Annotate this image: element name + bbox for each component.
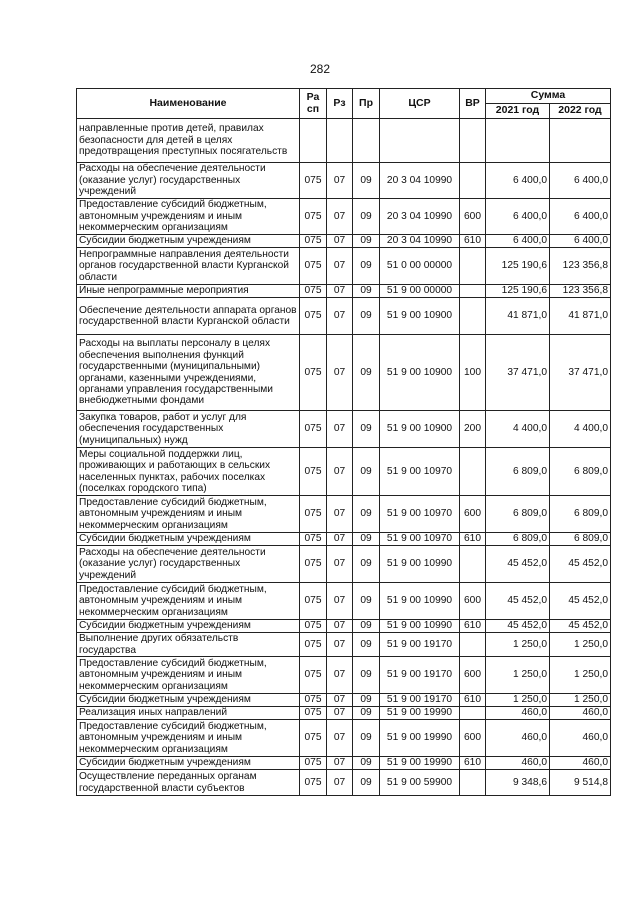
row-sum-2021: 125 190,6: [486, 285, 550, 298]
row-sum-2022: 37 471,0: [550, 335, 611, 411]
row-vr: 610: [460, 620, 486, 633]
table-row: [77, 235, 611, 248]
row-csr: 51 9 00 59900: [380, 770, 460, 796]
row-sum-2021: 460,0: [486, 707, 550, 720]
row-vr: [460, 119, 486, 163]
row-csr: 20 3 04 10990: [380, 235, 460, 248]
row-sum-2021: 4 400,0: [486, 411, 550, 448]
row-name: Расходы на обеспечение деятельности (оказание услуг) государственных учреждений: [77, 163, 300, 199]
row-csr: [380, 119, 460, 163]
table-row: [77, 248, 611, 285]
row-sum-2021: 45 452,0: [486, 583, 550, 620]
row-rasp: 075: [300, 496, 327, 533]
table-row: [77, 633, 611, 657]
row-name: Осуществление переданных органам государственной власти субъектов: [77, 770, 300, 796]
row-sum-2022: 6 400,0: [550, 163, 611, 199]
header-rasp: Ра сп: [300, 89, 327, 119]
row-csr: 51 9 00 10990: [380, 583, 460, 620]
header-2021: 2021 год: [486, 104, 550, 119]
row-sum-2021: 460,0: [486, 757, 550, 770]
row-rz: 07: [327, 199, 353, 235]
row-pr: 09: [353, 633, 380, 657]
row-vr: [460, 546, 486, 583]
row-name: Предоставление субсидий бюджетным, автономным учреждениям и иным некоммерческим организациям: [77, 199, 300, 235]
row-vr: [460, 448, 486, 496]
row-pr: 09: [353, 248, 380, 285]
row-name: Непрограммные направления деятельности органов государственной власти Курганской области: [77, 248, 300, 285]
row-sum-2022: 6 400,0: [550, 235, 611, 248]
row-name: Предоставление субсидий бюджетным, автономным учреждениям и иным некоммерческим организациям: [77, 583, 300, 620]
row-sum-2022: 45 452,0: [550, 583, 611, 620]
row-csr: 51 9 00 10900: [380, 298, 460, 335]
budget-table: [76, 88, 611, 796]
row-rasp: 075: [300, 199, 327, 235]
row-pr: 09: [353, 533, 380, 546]
table-row: [77, 757, 611, 770]
row-rasp: 075: [300, 657, 327, 694]
row-sum-2021: 41 871,0: [486, 298, 550, 335]
row-rz: 07: [327, 546, 353, 583]
row-rz: 07: [327, 583, 353, 620]
row-sum-2021: 1 250,0: [486, 633, 550, 657]
row-vr: [460, 298, 486, 335]
row-sum-2022: 6 400,0: [550, 199, 611, 235]
table-row: [77, 707, 611, 720]
row-name: Реализация иных направлений: [77, 707, 300, 720]
row-sum-2022: [550, 119, 611, 163]
row-pr: 09: [353, 335, 380, 411]
table-row: [77, 298, 611, 335]
row-csr: 51 9 00 00000: [380, 285, 460, 298]
row-sum-2021: 45 452,0: [486, 620, 550, 633]
row-csr: 51 9 00 19990: [380, 707, 460, 720]
row-name: Субсидии бюджетным учреждениям: [77, 533, 300, 546]
row-sum-2021: 6 400,0: [486, 163, 550, 199]
row-sum-2021: 45 452,0: [486, 546, 550, 583]
row-rz: [327, 119, 353, 163]
page-number: 282: [309, 62, 331, 76]
row-pr: 09: [353, 285, 380, 298]
row-sum-2021: 9 348,6: [486, 770, 550, 796]
row-csr: 51 9 00 10970: [380, 448, 460, 496]
row-name: Выполнение других обязательств государства: [77, 633, 300, 657]
row-csr: 20 3 04 10990: [380, 199, 460, 235]
table-row: [77, 199, 611, 235]
row-pr: 09: [353, 163, 380, 199]
row-name: направленные против детей, правилах безопасности для детей в целях предотвращения преступных посягательств: [77, 119, 300, 163]
row-rz: 07: [327, 235, 353, 248]
table-row: [77, 533, 611, 546]
row-rz: 07: [327, 533, 353, 546]
row-sum-2021: 460,0: [486, 720, 550, 757]
row-sum-2022: 1 250,0: [550, 657, 611, 694]
row-rz: 07: [327, 757, 353, 770]
row-rasp: 075: [300, 163, 327, 199]
table-row: [77, 546, 611, 583]
row-rasp: 075: [300, 707, 327, 720]
table-row: [77, 411, 611, 448]
row-pr: 09: [353, 707, 380, 720]
row-csr: 51 9 00 19170: [380, 694, 460, 707]
row-rz: 07: [327, 496, 353, 533]
row-vr: [460, 163, 486, 199]
row-csr: 51 0 00 00000: [380, 248, 460, 285]
row-rz: 07: [327, 248, 353, 285]
row-csr: 51 9 00 19990: [380, 757, 460, 770]
row-csr: 51 9 00 19170: [380, 633, 460, 657]
row-name: Субсидии бюджетным учреждениям: [77, 757, 300, 770]
row-sum-2021: 1 250,0: [486, 657, 550, 694]
table-row: [77, 770, 611, 796]
table-row: [77, 657, 611, 694]
row-pr: 09: [353, 199, 380, 235]
row-sum-2022: 45 452,0: [550, 546, 611, 583]
row-name: Субсидии бюджетным учреждениям: [77, 235, 300, 248]
row-csr: 51 9 00 10990: [380, 620, 460, 633]
row-csr: 51 9 00 10900: [380, 411, 460, 448]
row-vr: 610: [460, 235, 486, 248]
row-rz: 07: [327, 620, 353, 633]
header-2022: 2022 год: [550, 104, 611, 119]
row-csr: 51 9 00 10900: [380, 335, 460, 411]
row-sum-2022: 45 452,0: [550, 620, 611, 633]
row-sum-2022: 41 871,0: [550, 298, 611, 335]
row-pr: 09: [353, 546, 380, 583]
row-rasp: 075: [300, 720, 327, 757]
row-vr: [460, 633, 486, 657]
row-sum-2022: 460,0: [550, 757, 611, 770]
row-sum-2022: 6 809,0: [550, 448, 611, 496]
row-csr: 51 9 00 10990: [380, 546, 460, 583]
row-sum-2021: 6 400,0: [486, 199, 550, 235]
table-row: [77, 496, 611, 533]
table-row: [77, 335, 611, 411]
table-row: [77, 285, 611, 298]
row-pr: 09: [353, 694, 380, 707]
row-rasp: 075: [300, 298, 327, 335]
row-pr: 09: [353, 448, 380, 496]
row-rz: 07: [327, 448, 353, 496]
row-csr: 51 9 00 10970: [380, 533, 460, 546]
row-sum-2022: 123 356,8: [550, 248, 611, 285]
row-sum-2022: 4 400,0: [550, 411, 611, 448]
row-rasp: 075: [300, 235, 327, 248]
row-rz: 07: [327, 694, 353, 707]
row-rasp: [300, 119, 327, 163]
row-rasp: 075: [300, 546, 327, 583]
row-rasp: 075: [300, 620, 327, 633]
row-name: Расходы на выплаты персоналу в целях обеспечения выполнения функций государственными (муниципальными) органами, казенными учреждениями, органами управления государственными внебюджетными фондами: [77, 335, 300, 411]
row-vr: [460, 770, 486, 796]
row-name: Расходы на обеспечение деятельности (оказание услуг) государственных учреждений: [77, 546, 300, 583]
row-rasp: 075: [300, 694, 327, 707]
table-row: [77, 448, 611, 496]
row-vr: 600: [460, 496, 486, 533]
row-pr: 09: [353, 720, 380, 757]
row-pr: 09: [353, 411, 380, 448]
table-row: [77, 620, 611, 633]
row-sum-2021: 125 190,6: [486, 248, 550, 285]
row-vr: [460, 285, 486, 298]
row-csr: 51 9 00 19990: [380, 720, 460, 757]
header-vr: ВР: [460, 89, 486, 119]
row-vr: 610: [460, 533, 486, 546]
row-pr: [353, 119, 380, 163]
row-pr: 09: [353, 583, 380, 620]
row-name: Предоставление субсидий бюджетным, автономным учреждениям и иным некоммерческим организациям: [77, 496, 300, 533]
row-pr: 09: [353, 496, 380, 533]
table-row: [77, 694, 611, 707]
row-rasp: 075: [300, 335, 327, 411]
row-vr: [460, 248, 486, 285]
header-summa: Сумма: [486, 89, 611, 104]
row-rz: 07: [327, 163, 353, 199]
row-vr: 610: [460, 757, 486, 770]
row-rasp: 075: [300, 757, 327, 770]
row-rasp: 075: [300, 285, 327, 298]
row-sum-2022: 123 356,8: [550, 285, 611, 298]
row-pr: 09: [353, 620, 380, 633]
row-sum-2021: 1 250,0: [486, 694, 550, 707]
row-vr: 600: [460, 199, 486, 235]
row-sum-2022: 1 250,0: [550, 694, 611, 707]
row-rz: 07: [327, 411, 353, 448]
row-sum-2021: 6 809,0: [486, 448, 550, 496]
row-rasp: 075: [300, 411, 327, 448]
row-sum-2022: 9 514,8: [550, 770, 611, 796]
row-pr: 09: [353, 770, 380, 796]
row-vr: 610: [460, 694, 486, 707]
header-rz: Рз: [327, 89, 353, 119]
row-sum-2022: 460,0: [550, 707, 611, 720]
row-sum-2021: 37 471,0: [486, 335, 550, 411]
row-sum-2021: [486, 119, 550, 163]
row-rz: 07: [327, 285, 353, 298]
row-rz: 07: [327, 770, 353, 796]
table-row: [77, 119, 611, 163]
row-vr: 600: [460, 583, 486, 620]
row-sum-2022: 1 250,0: [550, 633, 611, 657]
row-name: Субсидии бюджетным учреждениям: [77, 620, 300, 633]
row-sum-2022: 6 809,0: [550, 533, 611, 546]
table-row: [77, 720, 611, 757]
row-name: Иные непрограммные мероприятия: [77, 285, 300, 298]
row-name: Меры социальной поддержки лиц, проживающих и работающих в сельских населенных пунктах, рабочих поселках (поселках городского типа): [77, 448, 300, 496]
row-rasp: 075: [300, 248, 327, 285]
row-csr: 51 9 00 10970: [380, 496, 460, 533]
row-rz: 07: [327, 707, 353, 720]
row-rasp: 075: [300, 583, 327, 620]
row-name: Обеспечение деятельности аппарата органов государственной власти Курганской области: [77, 298, 300, 335]
row-sum-2021: 6 400,0: [486, 235, 550, 248]
row-name: Закупка товаров, работ и услуг для обеспечения государственных (муниципальных) нужд: [77, 411, 300, 448]
row-csr: 20 3 04 10990: [380, 163, 460, 199]
row-sum-2022: 460,0: [550, 720, 611, 757]
row-vr: 100: [460, 335, 486, 411]
row-rz: 07: [327, 633, 353, 657]
row-name: Предоставление субсидий бюджетным, автономным учреждениям и иным некоммерческим организациям: [77, 720, 300, 757]
row-sum-2021: 6 809,0: [486, 533, 550, 546]
row-vr: 600: [460, 657, 486, 694]
header-pr: Пр: [353, 89, 380, 119]
table-row: [77, 583, 611, 620]
row-vr: 200: [460, 411, 486, 448]
row-rz: 07: [327, 298, 353, 335]
row-name: Субсидии бюджетным учреждениям: [77, 694, 300, 707]
table-row: [77, 163, 611, 199]
row-rasp: 075: [300, 633, 327, 657]
row-name: Предоставление субсидий бюджетным, автономным учреждениям и иным некоммерческим организациям: [77, 657, 300, 694]
row-rz: 07: [327, 720, 353, 757]
row-rasp: 075: [300, 533, 327, 546]
row-pr: 09: [353, 235, 380, 248]
row-sum-2022: 6 809,0: [550, 496, 611, 533]
row-rz: 07: [327, 335, 353, 411]
header-name: Наименование: [77, 89, 300, 119]
row-vr: 600: [460, 720, 486, 757]
row-pr: 09: [353, 657, 380, 694]
row-csr: 51 9 00 19170: [380, 657, 460, 694]
row-pr: 09: [353, 298, 380, 335]
row-sum-2021: 6 809,0: [486, 496, 550, 533]
row-rz: 07: [327, 657, 353, 694]
row-rasp: 075: [300, 448, 327, 496]
row-rasp: 075: [300, 770, 327, 796]
row-vr: [460, 707, 486, 720]
row-pr: 09: [353, 757, 380, 770]
header-csr: ЦСР: [380, 89, 460, 119]
